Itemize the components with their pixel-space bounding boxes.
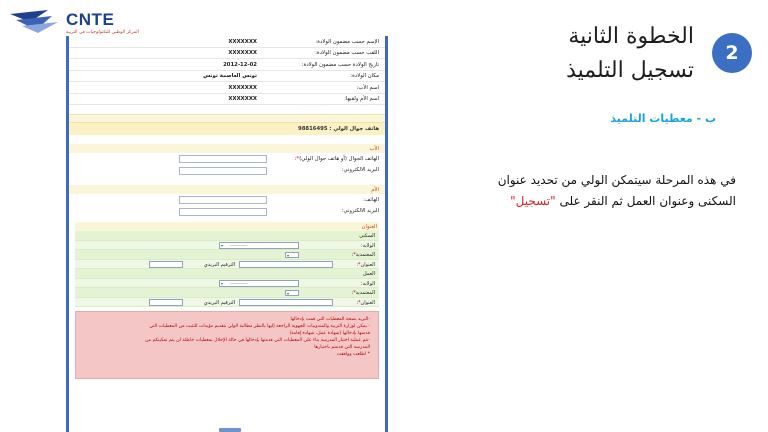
work-title: العمل xyxy=(362,271,375,277)
info-label: تاريخ الولادة حسب مضمون الولادة: xyxy=(301,61,379,68)
step-title-line2: تسجيل التلميذ xyxy=(566,58,694,83)
registration-form-panel xyxy=(66,36,388,432)
info-row-birth-date xyxy=(69,59,385,71)
work-address-row xyxy=(75,298,379,308)
home-delegation-label: المعتمدية*: xyxy=(351,252,375,258)
note-line: المدرسة التي قدمتم باختيارها xyxy=(314,345,370,350)
section-subheading: ب - معطيات التلميذ xyxy=(610,112,716,125)
chevron-down-icon: ▾ xyxy=(221,281,224,286)
logo-name: CNTE xyxy=(66,10,115,29)
info-label: اسم الأم ولقبها: xyxy=(344,96,379,102)
father-email-row xyxy=(69,165,385,177)
work-postal-label: الترقيم البريدي xyxy=(203,299,235,306)
description-highlight: "تسجيل" xyxy=(510,194,556,208)
step-title-line1: الخطوة الثانية xyxy=(568,24,694,49)
mother-phone-input[interactable] xyxy=(179,196,267,204)
work-delegation-label: المعتمدية*: xyxy=(351,290,375,296)
home-address-label: العنوان*: xyxy=(356,261,375,268)
info-value: XXXXXXX xyxy=(228,84,257,91)
home-governorate-label: الولاية: xyxy=(360,242,375,249)
info-value: XXXXXXX xyxy=(228,38,257,45)
guardian-phone: هاتف جوال الولي : 98816495 xyxy=(69,123,385,135)
father-phone-row xyxy=(69,153,385,165)
home-title-row xyxy=(75,231,379,241)
home-delegation-row xyxy=(75,250,379,260)
info-label: مكان الولادة: xyxy=(350,73,379,79)
info-value: XXXXXXX xyxy=(228,96,257,102)
mother-email-input[interactable] xyxy=(179,208,267,216)
work-delegation-row xyxy=(75,288,379,298)
address-section-title: العنوان xyxy=(75,222,379,231)
step-title xyxy=(566,20,694,88)
info-row-last-name xyxy=(69,48,385,60)
home-address-input[interactable] xyxy=(239,261,333,268)
home-delegation-select[interactable] xyxy=(285,252,299,259)
mother-section-title: الأم xyxy=(69,185,385,194)
home-title: السكنى xyxy=(359,233,375,239)
work-address-input[interactable] xyxy=(239,299,333,306)
work-delegation-select[interactable] xyxy=(285,290,299,297)
info-value: 2012-12-02 xyxy=(223,61,257,68)
father-email-input[interactable] xyxy=(179,167,267,175)
father-email-label: البريد الالكتروني: xyxy=(341,167,379,173)
work-governorate-select[interactable]: ▾ ------------ xyxy=(219,280,299,287)
home-governorate-select[interactable]: ▾ ------------ xyxy=(219,242,299,249)
home-postal-label: الترقيم البريدي xyxy=(203,261,235,268)
note-line: - يمكن لوزارة التربية والمندوبيات الجهوية الراجعة إليها بالنظر مطالبة الولي بتقديم مؤيدات للتثبت من المعطيات التي xyxy=(149,324,370,329)
work-governorate-row xyxy=(75,279,379,289)
info-row-mother-name xyxy=(69,94,385,106)
note-agree[interactable]: * اطلعت ووافقت xyxy=(336,352,370,357)
address-section xyxy=(75,222,379,307)
father-phone-input[interactable] xyxy=(179,155,267,163)
home-governorate-row xyxy=(75,241,379,251)
info-value: XXXXXXX xyxy=(228,50,257,56)
father-phone-label: الهاتف الجوال (أو هاتف جوال الولي)*: xyxy=(294,155,379,162)
mother-phone-row xyxy=(69,194,385,206)
mother-phone-label: الهاتف: xyxy=(363,196,379,203)
declaration-notes xyxy=(75,311,379,379)
work-address-label: العنوان*: xyxy=(356,299,375,306)
info-label: الإسم حسب مضمون الولادة: xyxy=(315,38,379,45)
cnte-swoosh-icon xyxy=(8,8,62,34)
step-number-badge: 2 xyxy=(712,33,752,73)
mother-email-label: البريد الالكتروني: xyxy=(341,208,379,214)
father-section-title: الأب xyxy=(69,144,385,153)
home-postal-input[interactable] xyxy=(149,261,183,268)
description-text: في هذه المرحلة سيتمكن الولي من تحديد عنوان السكنى وعنوان العمل ثم النقر على xyxy=(497,173,736,208)
info-label: اسم الأب: xyxy=(356,84,379,91)
chevron-down-icon: ▾ xyxy=(221,243,224,248)
logo-subtitle: المركز الوطني للتكنولوجيات في التربية xyxy=(66,30,139,35)
note-line: -البريد بصحة المعطيات التي قمت بإدخالها xyxy=(290,317,370,322)
info-label: اللقب حسب مضمون الولادة: xyxy=(315,50,379,56)
register-submit-button[interactable] xyxy=(219,428,241,432)
chevron-down-icon: ▾ xyxy=(287,252,290,258)
info-value: تونس العاصمة تونس xyxy=(203,73,257,79)
cnte-logo xyxy=(8,6,183,38)
home-address-row xyxy=(75,260,379,270)
section-divider xyxy=(69,114,385,123)
info-row-first-name xyxy=(69,36,385,48)
info-row-father-name xyxy=(69,82,385,94)
info-row-birth-place xyxy=(69,71,385,83)
step-description xyxy=(466,170,736,212)
work-governorate-label: الولاية: xyxy=(360,280,375,287)
note-line: قدمتها بإدخالها (شهادة عمل، شهادة إقامة) xyxy=(289,331,370,336)
mother-email-row xyxy=(69,206,385,218)
chevron-down-icon: ▾ xyxy=(287,290,290,296)
work-postal-input[interactable] xyxy=(149,299,183,306)
work-title-row xyxy=(75,269,379,279)
note-line: -تتم عملية اختيار المدرسة بناء على المعطيات التي قدمتها بإدخالها في حالة الإخلال بمعطيات خاطئة لن يتم تمكينكم من xyxy=(145,338,370,343)
